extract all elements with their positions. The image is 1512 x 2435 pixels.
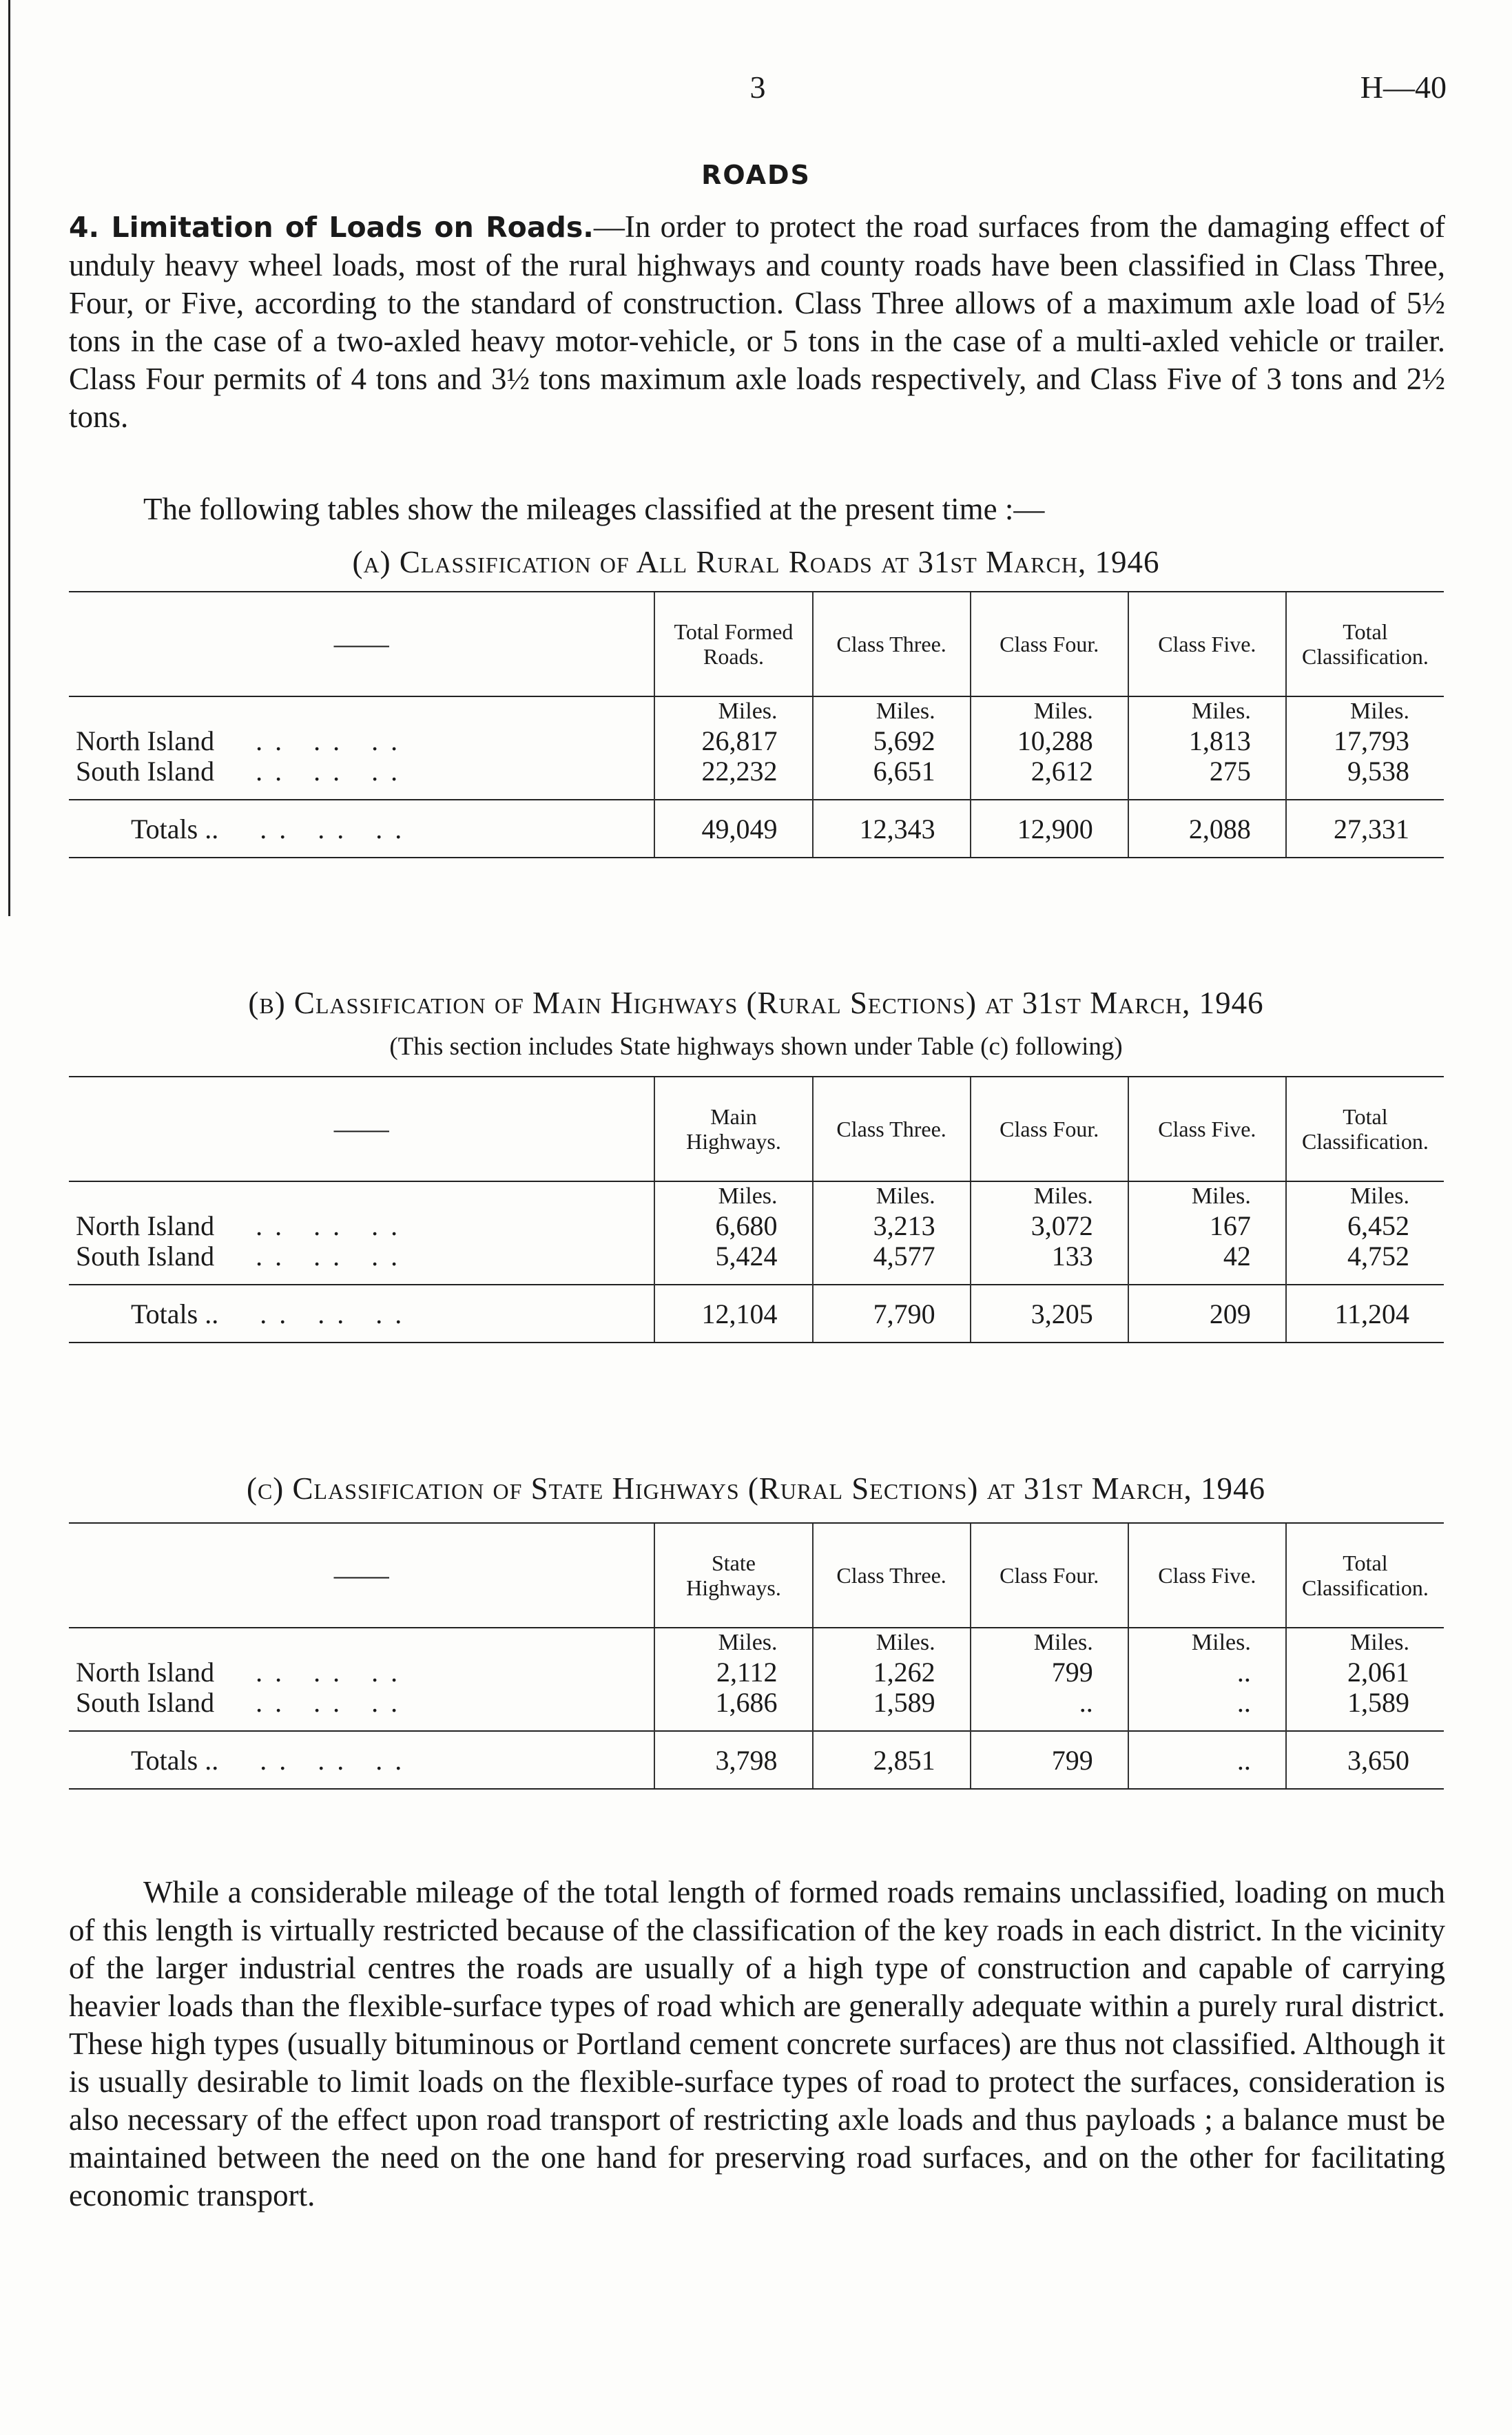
leader-dots: .. .. .. xyxy=(260,1298,415,1329)
total-cell: 3,650 xyxy=(1286,1731,1444,1789)
column-header: State Highways. xyxy=(654,1523,812,1628)
column-header: Class Five. xyxy=(1128,1077,1286,1181)
table-a xyxy=(69,591,1444,858)
leader-dots: .. .. .. xyxy=(256,1657,411,1688)
column-header: Total Formed Roads. xyxy=(654,592,812,696)
intro-heading: 4. Limitation of Loads on Roads. xyxy=(69,211,594,244)
unit-label: Miles. xyxy=(813,1628,971,1657)
table-cell: 2,612 xyxy=(971,756,1128,787)
table-cell: .. xyxy=(1128,1688,1286,1718)
table-cell: 3,213 xyxy=(813,1211,971,1241)
total-cell: 3,798 xyxy=(654,1731,812,1789)
table-cell: 22,232 xyxy=(654,756,812,787)
unit-label: Miles. xyxy=(971,696,1128,726)
stub-header: —— xyxy=(69,592,654,696)
total-cell: 3,205 xyxy=(971,1285,1128,1343)
table-cell: 167 xyxy=(1128,1211,1286,1241)
unit-label: Miles. xyxy=(971,1628,1128,1657)
unit-label: Miles. xyxy=(1286,1181,1444,1211)
column-header: Main Highways. xyxy=(654,1077,812,1181)
column-header: Class Three. xyxy=(813,1523,971,1628)
document-code: H—40 xyxy=(1360,70,1447,105)
total-cell: 12,104 xyxy=(654,1285,812,1343)
stub-header: —— xyxy=(69,1523,654,1628)
total-cell: 49,049 xyxy=(654,800,812,858)
leader-dots: .. .. .. xyxy=(256,1210,411,1241)
total-cell: 12,900 xyxy=(971,800,1128,858)
table-cell: 799 xyxy=(971,1657,1128,1688)
unit-label: Miles. xyxy=(654,696,812,726)
unit-label: Miles. xyxy=(654,1628,812,1657)
column-header: Total Classification. xyxy=(1286,1077,1444,1181)
table-header-row xyxy=(69,1077,1444,1181)
table-cell: 42 xyxy=(1128,1241,1286,1272)
stub-header: —— xyxy=(69,1077,654,1181)
leader-dots: .. .. .. xyxy=(260,1744,415,1776)
total-cell: 2,088 xyxy=(1128,800,1286,858)
margin-rule xyxy=(8,0,10,916)
totals-label: Totals .. xyxy=(131,813,219,845)
table-row xyxy=(69,1241,1444,1272)
table-row xyxy=(69,756,1444,787)
page-number: 3 xyxy=(749,70,766,105)
table-row xyxy=(69,1688,1444,1718)
table-cell: .. xyxy=(1128,1657,1286,1688)
column-header: Class Four. xyxy=(971,592,1128,696)
page-header xyxy=(69,69,1447,117)
table-cell: 1,589 xyxy=(1286,1688,1444,1718)
table-cell: 17,793 xyxy=(1286,726,1444,756)
row-label: North Island xyxy=(76,1210,215,1241)
total-cell: 799 xyxy=(971,1731,1128,1789)
column-header: Class Three. xyxy=(813,1077,971,1181)
column-header: Total Classification. xyxy=(1286,592,1444,696)
table-cell: 1,686 xyxy=(654,1688,812,1718)
intro-text: —In order to protect the road surfaces from the damaging effect of unduly heavy wheel loads, most of the rural highways and county roads have been classified in Class Three, Four, or Five, according to the standard of construction. Class Three allows of a maximum axle load of 5½ tons in the case of a two-axled heavy motor-vehicle, or 5 tons in the case of a multi-axled vehicle or trailer. Class Four permits of 4 tons and 3½ tons maximum axle loads respectively, and Class Five of 3 tons and 2½ tons. xyxy=(69,209,1445,434)
table-cell: 5,424 xyxy=(654,1241,812,1272)
table-c xyxy=(69,1522,1444,1790)
row-label: North Island xyxy=(76,725,215,756)
conclusion-paragraph: While a considerable mileage of the total length of formed roads remains unclassified, loading on much of this length is virtually restricted because of the classification of the key roads in each district. In the vicinity of the larger industrial centres the roads are usually of a high type of construction and capable of carrying heavier loads than the flexible-surface types of road which are generally adequate within a purely rural district. These high types (usually bituminous or Portland cement concrete surfaces) are thus not classified. Although it is usually desirable to limit loads on the flexible-surface types of road to protect the surfaces, consideration is also necessary of the effect upon road transport of restricting axle loads and thus payloads ; a balance must be maintained between the need on the one hand for preserving road surfaces, and on the other for facilitating economic transport. xyxy=(69,1875,1445,2213)
table-cell: 133 xyxy=(971,1241,1128,1272)
total-cell: 12,343 xyxy=(813,800,971,858)
table-row xyxy=(69,1657,1444,1688)
column-header: Class Five. xyxy=(1128,1523,1286,1628)
totals-row xyxy=(69,1731,1444,1789)
column-header: Class Five. xyxy=(1128,592,1286,696)
table-cell: 6,680 xyxy=(654,1211,812,1241)
totals-row xyxy=(69,1285,1444,1343)
unit-label: Miles. xyxy=(1286,696,1444,726)
unit-label: Miles. xyxy=(654,1181,812,1211)
column-header: Class Four. xyxy=(971,1077,1128,1181)
row-label: North Island xyxy=(76,1657,215,1688)
table-b-caption: (b) Classification of Main Highways (Rural Sections) at 31st March, 1946 xyxy=(248,986,1264,1020)
section-title: ROADS xyxy=(701,160,811,190)
table-cell: 1,813 xyxy=(1128,726,1286,756)
leader-dots: .. .. .. xyxy=(256,1687,411,1718)
table-cell: 5,692 xyxy=(813,726,971,756)
table-cell: 1,262 xyxy=(813,1657,971,1688)
table-b-subcaption: (This section includes State highways shown under Table (c) following) xyxy=(389,1033,1123,1061)
units-row xyxy=(69,1628,1444,1657)
unit-label: Miles. xyxy=(1128,696,1286,726)
column-header: Class Three. xyxy=(813,592,971,696)
table-cell: 2,061 xyxy=(1286,1657,1444,1688)
table-cell: 26,817 xyxy=(654,726,812,756)
row-label: South Island xyxy=(76,1687,215,1718)
table-a-caption: (a) Classification of All Rural Roads at 31st March, 1946 xyxy=(352,545,1160,579)
column-header: Class Four. xyxy=(971,1523,1128,1628)
table-cell: 4,577 xyxy=(813,1241,971,1272)
table-header-row xyxy=(69,1523,1444,1628)
column-header: Total Classification. xyxy=(1286,1523,1444,1628)
totals-row xyxy=(69,800,1444,858)
table-cell: 4,752 xyxy=(1286,1241,1444,1272)
leader-dots: .. .. .. xyxy=(256,1241,411,1272)
unit-label: Miles. xyxy=(1286,1628,1444,1657)
table-cell: 2,112 xyxy=(654,1657,812,1688)
table-b xyxy=(69,1076,1444,1343)
table-cell: 3,072 xyxy=(971,1211,1128,1241)
unit-label: Miles. xyxy=(813,696,971,726)
row-label: South Island xyxy=(76,756,215,787)
unit-label: Miles. xyxy=(1128,1628,1286,1657)
total-cell: 209 xyxy=(1128,1285,1286,1343)
total-cell: 11,204 xyxy=(1286,1285,1444,1343)
table-cell: 6,452 xyxy=(1286,1211,1444,1241)
row-label: South Island xyxy=(76,1241,215,1272)
table-cell: 6,651 xyxy=(813,756,971,787)
leader-dots: .. .. .. xyxy=(256,756,411,787)
table-cell: 275 xyxy=(1128,756,1286,787)
table-cell: 9,538 xyxy=(1286,756,1444,787)
total-cell: 7,790 xyxy=(813,1285,971,1343)
lead-in-paragraph: The following tables show the mileages classified at the present time :— xyxy=(143,492,1045,526)
table-cell: 10,288 xyxy=(971,726,1128,756)
table-header-row xyxy=(69,592,1444,696)
units-row xyxy=(69,696,1444,726)
table-c-caption: (c) Classification of State Highways (Rural Sections) at 31st March, 1946 xyxy=(246,1471,1266,1506)
totals-label: Totals .. xyxy=(131,1298,219,1329)
unit-label: Miles. xyxy=(1128,1181,1286,1211)
totals-label: Totals .. xyxy=(131,1744,219,1776)
unit-label: Miles. xyxy=(813,1181,971,1211)
table-cell: .. xyxy=(971,1688,1128,1718)
leader-dots: .. .. .. xyxy=(260,813,415,845)
leader-dots: .. .. .. xyxy=(256,725,411,756)
table-cell: 1,589 xyxy=(813,1688,971,1718)
intro-paragraph xyxy=(69,208,1445,436)
units-row xyxy=(69,1181,1444,1211)
table-row xyxy=(69,726,1444,756)
total-cell: 2,851 xyxy=(813,1731,971,1789)
total-cell: .. xyxy=(1128,1731,1286,1789)
table-row xyxy=(69,1211,1444,1241)
unit-label: Miles. xyxy=(971,1181,1128,1211)
total-cell: 27,331 xyxy=(1286,800,1444,858)
